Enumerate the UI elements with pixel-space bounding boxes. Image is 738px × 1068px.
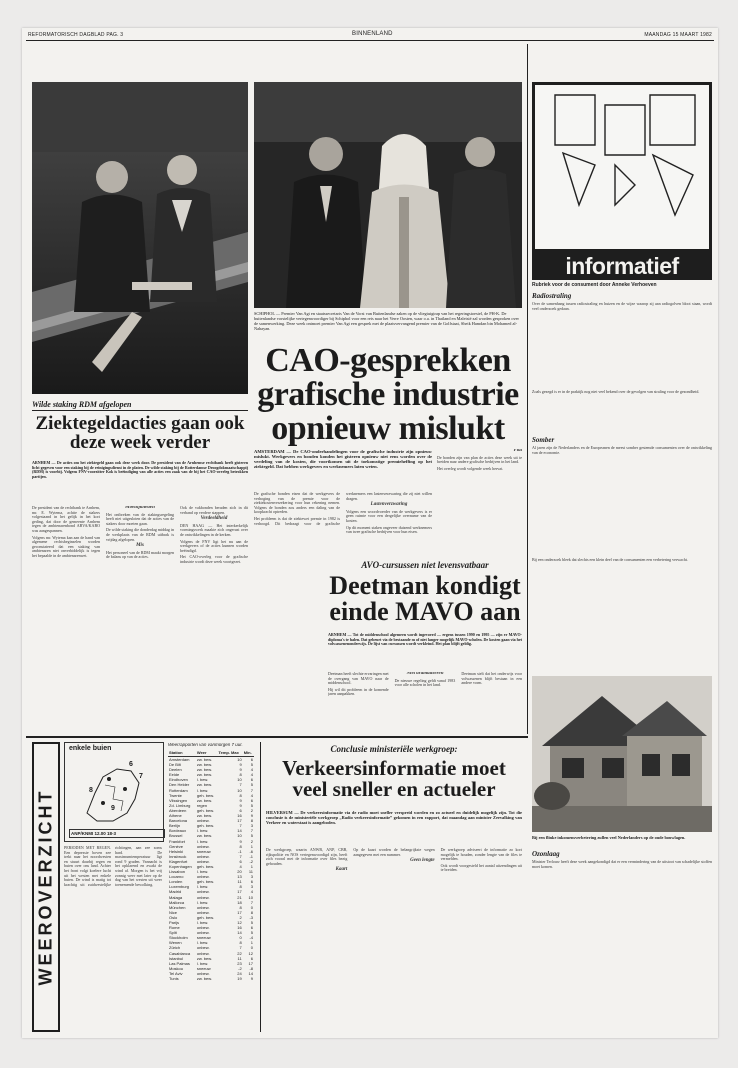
table-cell: 1 bbox=[250, 843, 253, 849]
table-header-cell: Min. bbox=[243, 749, 254, 757]
weather-title-box bbox=[32, 742, 60, 1032]
main-lead: AMSTERDAM — De CAO-onderhandelingen voor de grafische industrie zijn opnieuw mislukt. Werkgevers en bonden konden het gisteren opnieuw niet eens worden over de verdeling van de kosten, die voortkomen uit de toekomstige premieheffing op het ziektegeld. Dat hebben werkgevers en werknemers laten weten. bbox=[254, 449, 432, 469]
table-cell: 7 bbox=[239, 853, 242, 859]
table-cell: 5 bbox=[250, 930, 253, 936]
header-section: BINNENLAND bbox=[352, 31, 393, 37]
table-cell: Nice bbox=[169, 909, 178, 915]
table-cell: geh. bew. bbox=[196, 823, 214, 829]
paragraph: Volgens mr. Wytema kan aan de hand van algemene rechtsbeginselen worden geconstateerd dat een staking van ambtenaren niet onverbiddelijk is tegen het bepaalde in de ambtenarenwet. bbox=[32, 534, 100, 558]
mavo-body bbox=[328, 672, 522, 730]
table-cell: zw. bew. bbox=[196, 772, 212, 778]
table-cell: 3 bbox=[250, 823, 253, 829]
table-cell: 20 bbox=[237, 869, 242, 875]
paragraph: Op de kaart worden de belangrijkste wegen aangegeven met een nummer. bbox=[353, 848, 435, 857]
table-cell: onbew. bbox=[196, 930, 210, 936]
table-cell: 5 bbox=[250, 762, 253, 768]
table-cell: Helsinki bbox=[169, 848, 184, 854]
table-cell: 7 bbox=[239, 823, 242, 829]
table-cell: Genève bbox=[169, 843, 184, 849]
table-cell: 8 bbox=[239, 940, 242, 946]
table-cell: onbew. bbox=[196, 925, 210, 931]
table-cell: 5 bbox=[250, 920, 253, 925]
table-header-cell: Temp. Max bbox=[217, 749, 242, 757]
paragraph: Al jaren zijn de Nederlanders en de Europeanen de meest somber gestemde consumenten over de ontwikkeling van de economie. bbox=[532, 446, 712, 455]
table-cell: -8 bbox=[249, 965, 253, 971]
weather-text: PERIODEN MET REGEN. Een depressie boven zee trekt naar het noordwesten en stuurt daarbij regen en buien over ons land. Achter het front volgt koelere lucht uit het westen met enkele buien. De wind is matig tot krachtig uit zuidwestelijke richtingen, aan zee soms hard. De maximumtemperatuur ligt rond 9 graden. Vannacht is het opklarend en zwakt de wind af. Morgen is het vrij zonnig weer met later op de dag van het westen uit weer toenemende bewolking. bbox=[64, 846, 162, 887]
table-cell: 2 bbox=[250, 807, 253, 813]
table-cell: geh. bew. bbox=[196, 792, 214, 798]
table-cell: 9 bbox=[239, 838, 242, 844]
table-row bbox=[168, 833, 254, 838]
paragraph: Minister Terlouw heeft deze week aangekondigd dat er een vermindering van de uitstoot van schadelijke stoffen moet komen. bbox=[532, 860, 712, 869]
table-cell: onbew. bbox=[196, 889, 210, 895]
table-cell: 11 bbox=[237, 879, 242, 885]
table-header-cell: Station bbox=[168, 749, 196, 757]
paragraph: De grafische bonden eisen dat de werkgevers de verhoging van de premie voor de ziektekostenverzekering voor hun rekening nemen. Volgens de bonden zou anders een daling van de koopkracht optreden. bbox=[254, 492, 340, 515]
table-cell: 7 bbox=[250, 787, 253, 793]
table-cell: Klagenfurt bbox=[169, 858, 188, 864]
house-caption: Bij een flinke inkomensverbetering zullen veel Nederlanders op de oude bouwlagen. bbox=[532, 835, 686, 840]
table-cell: 8 bbox=[239, 884, 242, 890]
paragraph: De werkgroep adviseert de informatie zo kort mogelijk te houden, zonder lengte van de files te vermelden. bbox=[440, 848, 522, 862]
table-cell: l. bew. bbox=[196, 940, 209, 946]
table-cell: 9 bbox=[250, 976, 253, 982]
table-cell: 16 bbox=[237, 813, 242, 819]
table-cell: onbew. bbox=[196, 874, 210, 880]
subhead: Moeilijkheden bbox=[125, 506, 155, 510]
table-cell: 14 bbox=[237, 930, 242, 936]
map-title: enkele buien bbox=[69, 745, 112, 752]
header-rule bbox=[26, 40, 714, 41]
header-date: MAANDAG 15 MAART 1982 bbox=[644, 32, 712, 38]
table-cell: 0 bbox=[250, 945, 253, 951]
table-cell: Eindhoven bbox=[169, 777, 188, 783]
photo-schiphol bbox=[254, 82, 522, 308]
subhead: Mis bbox=[136, 543, 144, 549]
left-kicker: Wilde staking RDM afgelopen bbox=[32, 400, 132, 409]
table-cell: l. bew. bbox=[196, 884, 209, 890]
table-cell: 11 bbox=[248, 869, 253, 875]
informatief-title: informatief bbox=[532, 252, 712, 280]
table-cell: Den Helder bbox=[169, 782, 190, 788]
table-cell: geh. bew. bbox=[196, 879, 214, 885]
table-cell: -3 bbox=[249, 914, 253, 920]
table-cell: 22 bbox=[237, 950, 242, 956]
table-cell: zw. bew. bbox=[196, 813, 212, 819]
table-cell: 11 bbox=[237, 955, 242, 961]
table-row bbox=[168, 956, 254, 961]
table-cell: München bbox=[169, 904, 186, 910]
table-cell: zw. bew. bbox=[196, 976, 212, 982]
table-cell: Madrid bbox=[169, 889, 182, 895]
paragraph: Bij een onderzoek bleek dat slechts een klein deel van de consumenten een verbetering verwacht. bbox=[532, 558, 688, 562]
table-cell: 23 bbox=[237, 960, 242, 966]
paragraph: Hij wil dit probleem in de komende jaren aanpakken. bbox=[328, 686, 389, 697]
table-cell: -4 bbox=[249, 935, 253, 941]
table-cell: 10 bbox=[237, 757, 242, 762]
table-cell: 9 bbox=[239, 797, 242, 803]
photo-house bbox=[532, 676, 712, 832]
table-cell: 9 bbox=[239, 767, 242, 773]
table-cell: Berlijn bbox=[169, 823, 181, 829]
paragraph: Volgens een woordvoerder van de werkgevers is er geen ruimte voor een dergelijke overname van de kosten. bbox=[346, 508, 432, 523]
table-cell: l. bew. bbox=[196, 920, 209, 925]
table-cell: Wenen bbox=[169, 940, 182, 946]
table-cell: Rome bbox=[169, 925, 180, 931]
table-cell: 10 bbox=[237, 833, 242, 839]
table-cell: 10 bbox=[237, 787, 242, 793]
table-row bbox=[168, 976, 254, 981]
subhead: Niet dramatiseren bbox=[406, 672, 444, 676]
table-cell: Rotterdam bbox=[169, 787, 188, 793]
table-caption: Weerrapporten van vanmorgen 7 uur. bbox=[168, 742, 243, 747]
paragraph: Het probleem is dat de ziektewet premie in 1982 is verhoogd. Dit bedraagt voor de grafische werknemers een lastenverzwaring die zij niet willen dragen. bbox=[254, 492, 432, 526]
weather-table-box bbox=[168, 742, 254, 1032]
table-cell: Tel Aviv bbox=[169, 970, 183, 976]
mavo-lead: ARNHEM — Tot de middenschool algemeen wordt ingevoerd — ergens tussen 1990 en 1995 — zijn er MAVO-diploma's te halen. Dat gebeurt via de bestaande m of niet langer mogelijk MAVO-scholen. De kosten gaan via het volwassenenonderwijs. De lijst van cursussen wordt verkleind. Het plan blijft geldig. bbox=[328, 633, 522, 647]
table-cell: sneeuw bbox=[196, 935, 211, 941]
table-cell: 6 bbox=[250, 879, 253, 885]
subhead: Somber bbox=[532, 436, 555, 444]
table-cell: 6 bbox=[250, 797, 253, 803]
table-cell: Twente bbox=[169, 792, 182, 798]
map-number: 6 bbox=[129, 761, 133, 768]
table-cell: Zürich bbox=[169, 945, 181, 951]
table-cell: Parijs bbox=[169, 920, 180, 925]
table-cell: Aberdeen bbox=[169, 807, 187, 813]
paragraph: De president van de rechtbank te Arnhem, mr. E. Wytema, achtte de stakers volgestaand in het gelijk in het kort geding, dat door de gemeente Arnhem tegen de ambtenarenbond ABVA/KABO was aangespannen. bbox=[32, 506, 100, 533]
table-cell: sneeuw bbox=[196, 965, 211, 971]
table-cell: 7 bbox=[239, 945, 242, 951]
table-cell: zw. bew. bbox=[196, 955, 212, 961]
column-rule bbox=[527, 44, 528, 734]
paragraph: De werkgroep, waarin ANWB, ANP, CBB, rijkspolitie en NOS vertegenwoordigd zijn, heeft zich vooral met de informatie over files bezig gehouden. bbox=[266, 848, 348, 866]
newspaper-page bbox=[22, 28, 718, 1038]
table-cell: 8 bbox=[239, 904, 242, 910]
table-cell: zw. bew. bbox=[196, 782, 212, 788]
paragraph: Over de samenhang tussen radiostraling en huizen en de wijze waarop zij aan radiogolven bloot staan, wordt veel onderzoek gedaan. bbox=[532, 302, 712, 311]
table-cell: 6 bbox=[250, 955, 253, 961]
paragraph: De nieuwe regeling geldt vanaf 1983 voor alle scholen in het land. bbox=[394, 677, 456, 688]
paragraph: De bonden zijn van plan de acties deze week uit te breiden naar andere grafische bedrijven in het land. bbox=[437, 454, 522, 465]
table-cell: 14 bbox=[248, 970, 253, 976]
table-cell: Luxemburg bbox=[169, 884, 190, 890]
table-cell: l. bew. bbox=[196, 777, 209, 783]
table-cell: Eelde bbox=[169, 772, 180, 778]
table-cell: 9 bbox=[239, 802, 242, 808]
paragraph: Zoals gezegd is er in de praktijk nog niet veel bekend over de gevolgen van straling voor de gezondheid. bbox=[532, 390, 700, 394]
table-cell: Bordeaux bbox=[169, 828, 187, 834]
informatief-subtitle: Rubriek voor de consument door Anneke Verhoeven bbox=[532, 282, 657, 288]
paragraph: De wilde staking die donderdag middag in de werkplaats van de RDM uitbrak is vrijdag afgelopen. bbox=[106, 527, 174, 542]
subhead: Radiostraling bbox=[532, 292, 572, 300]
table-cell: -6 bbox=[249, 848, 253, 854]
map-date: ANP/KNMI 12.00 18-3 bbox=[69, 829, 165, 838]
table-cell: Kopenhagen bbox=[169, 863, 192, 869]
table-cell: 6 bbox=[250, 777, 253, 783]
table-cell: Deelen bbox=[169, 767, 182, 773]
table-cell: Frankfort bbox=[169, 838, 186, 844]
table-cell: zw. bew. bbox=[196, 833, 212, 839]
table-cell: 6 bbox=[250, 757, 253, 762]
table-cell: -1 bbox=[249, 853, 253, 859]
weather-rule bbox=[26, 736, 528, 738]
table-cell: 2 bbox=[239, 914, 242, 920]
main-headline: CAO-gesprekken grafische industrie opnieuw mislukt bbox=[257, 342, 519, 447]
map-number: 7 bbox=[139, 773, 143, 780]
table-cell: l. bew. bbox=[196, 787, 209, 793]
verkeer-body bbox=[266, 848, 522, 1032]
table-row bbox=[168, 793, 254, 798]
table-cell: 1 bbox=[250, 940, 253, 946]
table-cell: 3 bbox=[250, 874, 253, 880]
paragraph: Het CAO-overleg voor de grafische industrie wordt deze week voortgezet. bbox=[180, 554, 248, 564]
table-cell: 17 bbox=[248, 960, 253, 966]
table-cell: 10 bbox=[237, 777, 242, 783]
left-headline: Ziektegeldacties gaan ook deze week verder bbox=[35, 413, 245, 453]
table-cell: 13 bbox=[237, 874, 242, 880]
verkeer-headline: Verkeersinformatie moet veel sneller en actueler bbox=[282, 756, 506, 801]
table-cell: onbew. bbox=[196, 945, 210, 951]
table-cell: 7 bbox=[239, 782, 242, 788]
table-cell: 8 bbox=[239, 792, 242, 798]
table-cell: onbew. bbox=[196, 909, 210, 915]
table-cell: -2 bbox=[238, 965, 242, 971]
table-cell: zw. bew. bbox=[196, 767, 212, 773]
table-cell: 18 bbox=[237, 899, 242, 905]
table-cell: onbew. bbox=[196, 970, 210, 976]
table-cell: onbew. bbox=[196, 818, 210, 824]
verkeer-lead: HILVERSUM — De verkeersinformatie via de radio moet sneller verspreid worden en zo actueel en duidelijk mogelijk zijn. Tot die conclusie is de ministeriële werkgroep „Radio verkeersinformatie” gekomen in een rapport, dat maandag aan minister Zeevalking van Verkeer en waterstaat is aangeboden. bbox=[266, 810, 522, 825]
table-cell: 8 bbox=[239, 772, 242, 778]
weather-table bbox=[168, 749, 254, 981]
left-body bbox=[32, 506, 248, 746]
subhead: Geen lengte bbox=[410, 858, 435, 864]
table-cell: regen bbox=[196, 802, 208, 808]
table-cell: Locarno bbox=[169, 874, 184, 880]
verkeer-kicker: Conclusie ministeriële werkgroep: bbox=[330, 744, 458, 754]
table-cell: 0 bbox=[239, 935, 242, 941]
table-cell: Brussel bbox=[169, 833, 183, 839]
table-cell: 4 bbox=[250, 792, 253, 798]
table-cell: onbew. bbox=[196, 843, 210, 849]
map-number: 8 bbox=[89, 787, 93, 794]
paragraph: Op dit moment staken ongeveer duizend werknemers van twee grafische bedrijven voor hun eisen. bbox=[346, 524, 432, 535]
mavo-kicker: AVO-cursussen niet levensvatbaar bbox=[361, 560, 489, 570]
table-cell: 8 bbox=[250, 909, 253, 915]
paragraph: Ook de vakbonden beraden zich in dit verband op verdere stappen. bbox=[180, 506, 248, 515]
table-cell: 8 bbox=[250, 818, 253, 824]
table-cell: l. bew. bbox=[196, 869, 209, 875]
table-cell: Zd. Limburg bbox=[169, 802, 191, 808]
map-number: 9 bbox=[111, 805, 115, 812]
table-cell: l. bew. bbox=[196, 960, 209, 966]
table-cell: Oslo bbox=[169, 914, 178, 920]
table-cell: Split bbox=[169, 930, 177, 936]
table-cell: 21 bbox=[237, 894, 242, 900]
weather-vertical-title: WEEROVERZICHT bbox=[35, 788, 56, 986]
paragraph: Deetman heeft slechte ervaringen met de overgang van MAVO naar de middenschool. bbox=[328, 672, 389, 686]
subhead: Verdeeldheid bbox=[200, 516, 228, 522]
table-cell: De Bilt bbox=[169, 762, 181, 768]
table-cell: 2 bbox=[250, 838, 253, 844]
table-cell: 7 bbox=[250, 899, 253, 905]
table-cell: 3 bbox=[250, 884, 253, 890]
table-cell: 4 bbox=[250, 767, 253, 773]
table-cell: 14 bbox=[237, 828, 242, 834]
subhead: Ozonlaag bbox=[532, 850, 560, 858]
table-cell: onbew. bbox=[196, 904, 210, 910]
table-cell: l. bew. bbox=[196, 899, 209, 905]
paragraph: Deetman stelt dat het onderwijs voor volwassenen blijft bestaan in een andere vorm. bbox=[461, 672, 522, 686]
table-cell: Athene bbox=[169, 813, 182, 819]
table-cell: 0 bbox=[250, 904, 253, 910]
table-cell: l. bew. bbox=[196, 828, 209, 834]
left-lead: ARNHEM — De acties om het ziektegeld gaan ook deze week door. De president van de Arnhemse rechtbank heeft gisteren licht gegeven voor een staking bij de reinigingsdienst in de platen. De wilde staking bij de Rotterdamse Droogdokmaatschappij (RDM) is voorbij. Volgens FNV-voorzitter Kok is beëindiging van alle acties een zaak van de bij het CAO-overleg betrokken partijen. bbox=[32, 461, 248, 479]
subhead: Lastenverzwaring bbox=[370, 502, 408, 508]
table-cell: 12 bbox=[248, 950, 253, 956]
table-cell: -2 bbox=[249, 858, 253, 864]
table-cell: l. bew. bbox=[196, 838, 209, 844]
photo-rdm-men bbox=[32, 82, 248, 394]
weather-map bbox=[64, 742, 164, 842]
table-cell: 1 bbox=[250, 863, 253, 869]
table-cell: 17 bbox=[237, 909, 242, 915]
rule bbox=[32, 410, 248, 411]
table-cell: Las Palmas bbox=[169, 960, 190, 966]
table-cell: zw. bew. bbox=[196, 797, 212, 803]
table-cell: onbew. bbox=[196, 853, 210, 859]
table-cell: 4 bbox=[239, 863, 242, 869]
table-cell: Vlissingen bbox=[169, 797, 188, 803]
table-cell: geh. bew. bbox=[196, 807, 214, 813]
header-left: REFORMATORISCH DAGBLAD PAG. 3 bbox=[28, 32, 124, 38]
table-cell: Lissabon bbox=[169, 869, 186, 875]
subhead: Kaart bbox=[335, 867, 348, 873]
paragraph: Volgens de FNV ligt het nu aan de werkgevers of de acties kunnen worden beëindigd. bbox=[180, 538, 248, 553]
table-cell: 12 bbox=[237, 920, 242, 925]
table-cell: 9 bbox=[239, 762, 242, 768]
table-cell: 24 bbox=[237, 970, 242, 976]
center-photo-caption: SCHIPHOL — Premier Van Agt en staatssecretaris Van de Vorst van Buitenlandse zaken op de vliegtuigtrap van het regeringstoestel, de PH-K. De buitenlandse vorstelijke vertegenwoordiger bij Schiphol voor een reis naar het Verre Oosten, waar o.a. in Thailand en Maleisië zal worden gesproken over de samenwerking. Deze week ontmoet premier Van Agt een gesprek met de plaatsvervangend premier van de Golfstaat, Sheik Hamdan bin Mohamed al-Nahayan. bbox=[254, 311, 519, 331]
table-cell: 4 bbox=[250, 889, 253, 895]
table-cell: 7 bbox=[250, 828, 253, 834]
mavo-headline: Deetman kondigt einde MAVO aan bbox=[329, 571, 521, 626]
table-cell: sneeuw bbox=[196, 848, 211, 854]
table-cell: geh. bew. bbox=[196, 914, 214, 920]
paragraph: DEN HAAG — Het interkerkelijk vormingswerk maakte zich ongerust over de ontwikkelingen in de kerken. bbox=[180, 522, 248, 537]
table-cell: Mallorca bbox=[169, 899, 185, 905]
paragraph: Ook wordt voorgesteld het aantal uitzendingen uit te breiden. bbox=[440, 862, 522, 873]
column-rule bbox=[260, 742, 261, 1032]
table-cell: onbew. bbox=[196, 894, 210, 900]
table-cell: onbew. bbox=[196, 950, 210, 956]
table-cell: Istanbul bbox=[169, 955, 184, 961]
table-cell: -1 bbox=[238, 848, 242, 854]
table-cell: 16 bbox=[237, 925, 242, 931]
table-cell: 17 bbox=[237, 889, 242, 895]
table-cell: geh. bew. bbox=[196, 863, 214, 869]
paragraph: Het ontbreken van de stakingsregeling heeft niet uitgesloten dat de acties van de stakers door moeten gaan. bbox=[106, 511, 174, 526]
table-cell: 6 bbox=[250, 925, 253, 931]
table-cell: zw. bew. bbox=[196, 757, 212, 762]
table-cell: 10 bbox=[248, 894, 253, 900]
table-cell: 4 bbox=[250, 772, 253, 778]
paragraph: Het personeel van de RDM maakt morgen de balans op van de acties. bbox=[106, 549, 174, 560]
table-cell: 8 bbox=[239, 843, 242, 849]
table-cell: Barcelona bbox=[169, 818, 188, 824]
table-cell: zw. bew. bbox=[196, 762, 212, 768]
table-cell: onbew. bbox=[196, 858, 210, 864]
table-cell: Londen bbox=[169, 879, 183, 885]
table-cell: 19 bbox=[237, 976, 242, 982]
table-cell: Stockholm bbox=[169, 935, 188, 941]
table-cell: Moskou bbox=[169, 965, 184, 971]
table-cell: Innsbruck bbox=[169, 853, 187, 859]
table-cell: Malaga bbox=[169, 894, 183, 900]
table-cell: Casablanca bbox=[169, 950, 191, 956]
table-row bbox=[168, 782, 254, 787]
table-header-cell: Weer bbox=[196, 749, 218, 757]
table-cell: 5 bbox=[250, 802, 253, 808]
subhead: Plat bbox=[513, 449, 522, 453]
table-cell: 5 bbox=[250, 833, 253, 839]
table-cell: 9 bbox=[250, 813, 253, 819]
table-cell: 6 bbox=[239, 858, 242, 864]
table-cell: 6 bbox=[239, 807, 242, 813]
table-cell: 17 bbox=[237, 818, 242, 824]
table-cell: Tunis bbox=[169, 976, 179, 982]
paragraph: Het overleg wordt volgende week hervat. bbox=[437, 465, 504, 471]
informatief-frame bbox=[532, 82, 712, 252]
table-cell: 5 bbox=[250, 782, 253, 788]
main-body-right bbox=[437, 449, 522, 549]
table-cell: Amsterdam bbox=[169, 757, 190, 762]
